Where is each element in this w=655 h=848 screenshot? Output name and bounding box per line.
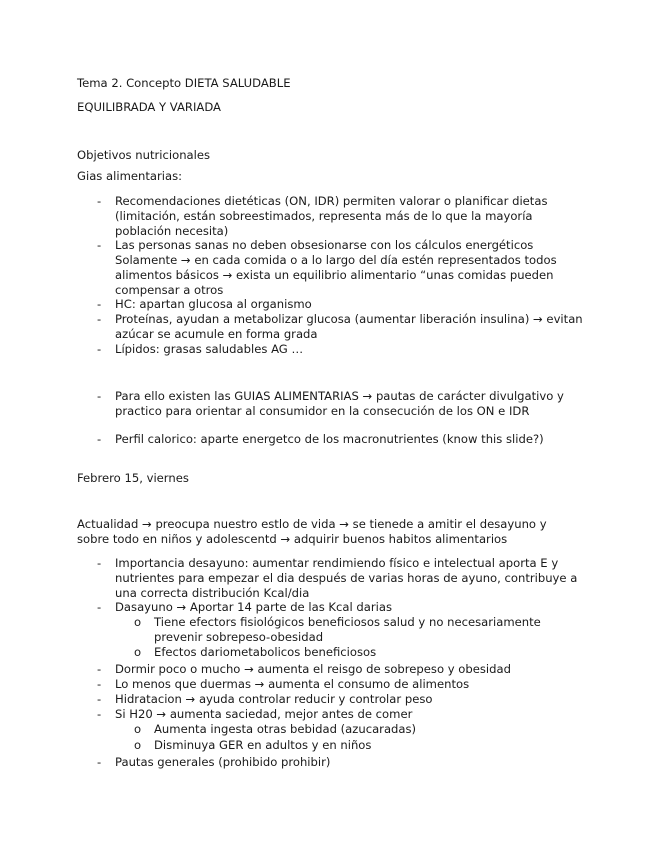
circle-bullet: o [134, 615, 142, 629]
list-item: - Dasayuno → Aportar 14 parte de las Kcal darias [97, 600, 393, 614]
dash-bullet: - [97, 600, 102, 614]
objetivos-heading: Objetivos nutricionales [77, 148, 211, 162]
dash-bullet: - [97, 194, 102, 208]
actualidad-paragraph: Actualidad → preocupa nuestro estlo de vida → se tienede a amitir el desayuno y sobre todo en niños y adolescentd → adquirir buenos habitos alimentarios [77, 517, 547, 546]
circle-bullet: o [134, 645, 142, 659]
list-item: - Las personas sanas no deben obsesionarse con los cálculos energéticos Solamente → en cada comida o a lo largo del día estén representados todos alimentos básicos → exista un equilibrio alimentario “unas comidas pueden compensar a otros [97, 238, 557, 297]
dash-bullet: - [97, 707, 102, 721]
dash-bullet: - [97, 677, 102, 691]
dash-bullet: - [97, 342, 102, 356]
sub-list-item: o Efectos dariometabolicos beneficiosos [134, 645, 377, 659]
dash-bullet: - [97, 556, 102, 570]
sub-list-item: o Disminuya GER en adultos y en niños [134, 738, 372, 752]
guias-heading: Gias alimentarias: [77, 169, 183, 183]
list-item: - Si H20 → aumenta saciedad, mejor antes de comer [97, 707, 413, 721]
list-item: - Importancia desayuno: aumentar rendimiendo físico e intelectual aporta E y nutrientes para empezar el dia después de varias horas de ayuno, contribuye a una correcta distribución Kcal/dia [97, 556, 578, 600]
dash-bullet: - [97, 692, 102, 706]
dash-bullet: - [97, 238, 102, 252]
dash-bullet: - [97, 755, 102, 769]
dash-bullet: - [97, 389, 102, 403]
dash-bullet: - [97, 662, 102, 676]
dash-bullet: - [97, 312, 102, 326]
list-item: - Pautas generales (prohibido prohibir) [97, 755, 331, 769]
dash-bullet: - [97, 297, 102, 311]
list-item: - Perfil calorico: aparte energetco de los macronutrientes (know this slide?) [97, 432, 544, 446]
doc-title: Tema 2. Concepto DIETA SALUDABLE [77, 76, 291, 90]
list-item: - Para ello existen las GUIAS ALIMENTARIAS → pautas de carácter divulgativo y practico para orientar al consumidor en la consecución de los ON e IDR [97, 389, 564, 418]
list-item: - Lípidos: grasas saludables AG … [97, 342, 304, 356]
date-heading: Febrero 15, viernes [77, 471, 189, 485]
doc-subtitle: EQUILIBRADA Y VARIADA [77, 100, 221, 114]
list-item: - Proteínas, ayudan a metabolizar glucosa (aumentar liberación insulina) → evitan azúcar se acumule en forma grada [97, 312, 583, 341]
list-item: - Hidratacion → ayuda controlar reducir y controlar peso [97, 692, 433, 706]
dash-bullet: - [97, 432, 102, 446]
list-item: - Dormir poco o mucho → aumenta el reisgo de sobrepeso y obesidad [97, 662, 511, 676]
sub-list-item: o Tiene efectors fisiológicos beneficiosos salud y no necesariamente prevenir sobrepeso-obesidad [134, 615, 541, 644]
circle-bullet: o [134, 722, 142, 736]
list-item: - HC: apartan glucosa al organismo [97, 297, 312, 311]
circle-bullet: o [134, 738, 142, 752]
sub-list-item: o Aumenta ingesta otras bebidad (azucaradas) [134, 722, 417, 736]
list-item: - Lo menos que duermas → aumenta el consumo de alimentos [97, 677, 470, 691]
list-item: - Recomendaciones dietéticas (ON, IDR) permiten valorar o planificar dietas (limitación, están sobreestimados, representa más de lo que la mayoría población necesita) [97, 194, 548, 238]
